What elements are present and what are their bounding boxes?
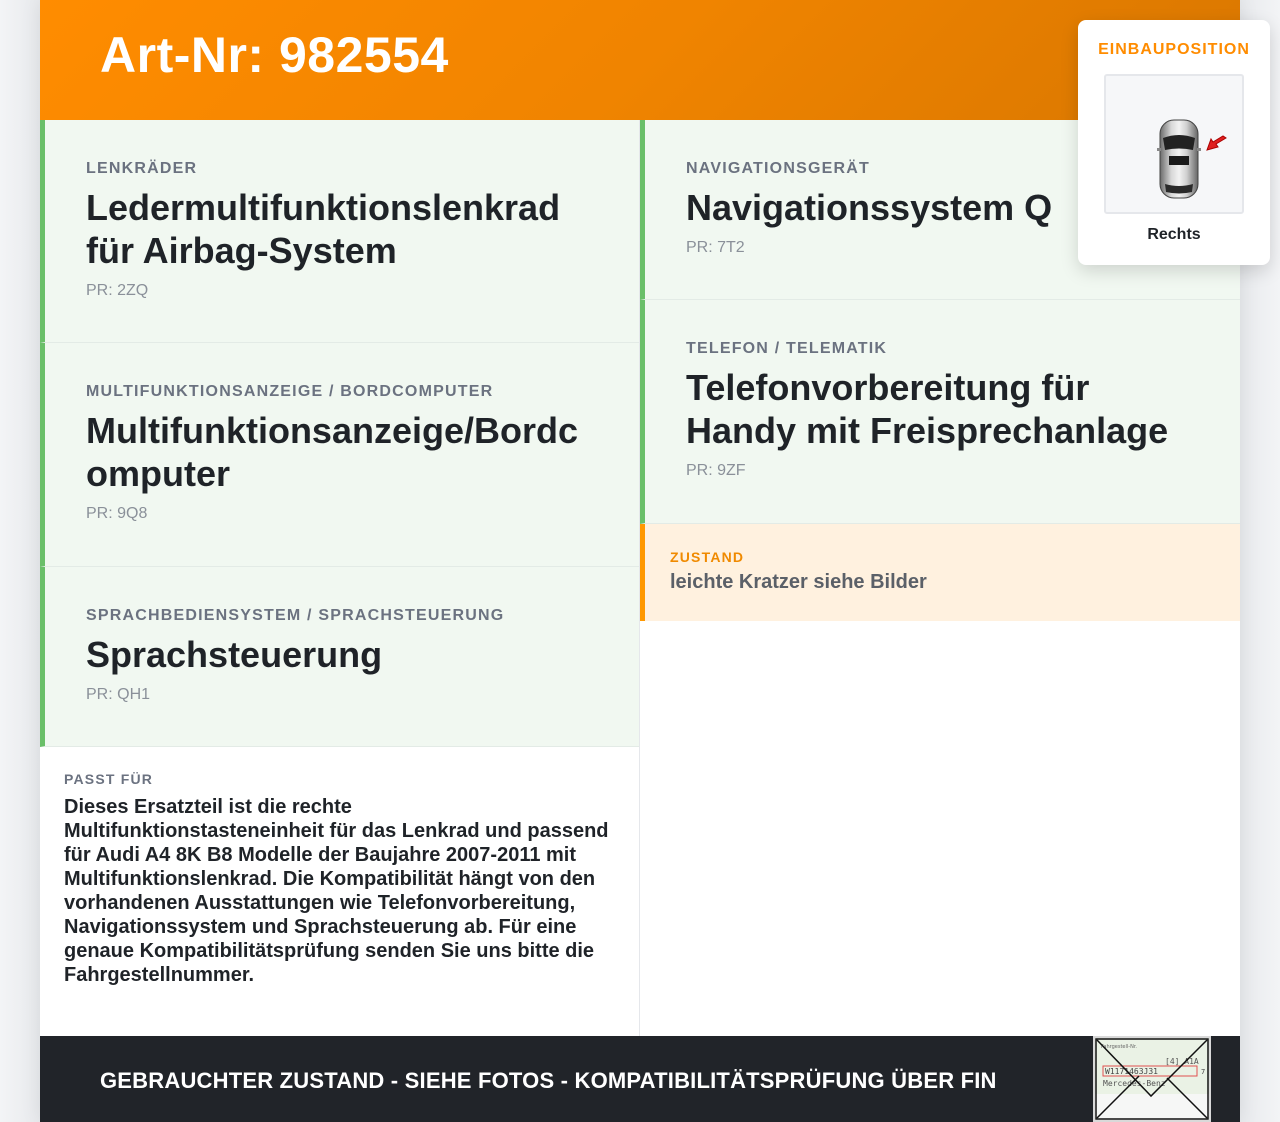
feature-pr-code: PR: 7T2 [686, 239, 745, 256]
feature-category: SPRACHBEDIENSYSTEM / SPRACHSTEUERUNG [86, 607, 505, 624]
feature-card [40, 120, 639, 343]
product-sheet [40, 0, 1250, 1122]
installation-position-title: EINBAUPOSITION [1098, 41, 1250, 58]
feature-card [40, 567, 639, 747]
feature-category: NAVIGATIONSGERÄT [686, 160, 870, 177]
condition-section [640, 524, 1240, 621]
footer-text: GEBRAUCHTER ZUSTAND - SIEHE FOTOS - KOMPATIBILITÄTSPRÜFUNG ÜBER FIN [100, 1068, 997, 1093]
feature-name: Ledermultifunktionslenkrad für Airbag-System [86, 187, 561, 271]
footer-banner [40, 1036, 1240, 1122]
installation-position-value: Rechts [1147, 226, 1201, 243]
car-position-image [1104, 74, 1244, 214]
condition-value: leichte Kratzer siehe Bilder [670, 571, 927, 593]
car-top-view-icon [1106, 76, 1242, 212]
left-column [40, 120, 640, 1036]
feature-card [640, 300, 1240, 524]
feature-name: Multifunktionsanzeige/Bordcomputer [86, 410, 579, 494]
fin-envelope-icon [1093, 1036, 1211, 1122]
feature-pr-code: PR: 9ZF [686, 462, 746, 479]
svg-text:W1171463J31: W1171463J31 [1105, 1067, 1158, 1076]
feature-pr-code: PR: 2ZQ [86, 282, 149, 299]
svg-text:Fahrgestell-Nr.: Fahrgestell-Nr. [1101, 1044, 1138, 1050]
svg-text:Mercedes-Benz: Mercedes-Benz [1103, 1079, 1166, 1088]
feature-pr-code: PR: 9Q8 [86, 505, 148, 522]
feature-grid [40, 120, 1240, 1036]
installation-position-card [1078, 20, 1270, 265]
feature-pr-code: PR: QH1 [86, 686, 151, 703]
feature-name: Navigationssystem Q [686, 187, 1053, 228]
compatibility-label: PASST FÜR [64, 771, 154, 787]
condition-label: ZUSTAND [670, 549, 745, 565]
feature-name: Telefonvorbereitung für Handy mit Freisprechanlage [686, 367, 1169, 451]
svg-text:[4] A1A: [4] A1A [1165, 1057, 1199, 1066]
feature-category: MULTIFUNKTIONSANZEIGE / BORDCOMPUTER [86, 383, 494, 400]
feature-card [40, 343, 639, 567]
compatibility-text: Dieses Ersatzteil ist die rechte Multifunktionstasteneinheit für das Lenkrad und passend für Audi A4 8K B8 Modelle der Baujahre 2007-2011 mit Multifunktionslenkrad. Die Kompatibilität hängt von den vorhandenen Ausstattungen wie Telefonvorbereitung, Navigationssystem und Sprachsteuerung ab. Für eine genaue Kompatibilitätsprüfung senden Sie uns bitte die Fahrgestellnummer. [64, 796, 609, 986]
header [40, 0, 1240, 120]
feature-category: LENKRÄDER [86, 160, 198, 177]
feature-category: TELEFON / TELEMATIK [686, 340, 888, 357]
svg-text:7: 7 [1201, 1068, 1206, 1076]
feature-name: Sprachsteuerung [86, 634, 383, 675]
compatibility-section [40, 747, 639, 987]
article-number-title: Art-Nr: 982554 [100, 27, 449, 83]
